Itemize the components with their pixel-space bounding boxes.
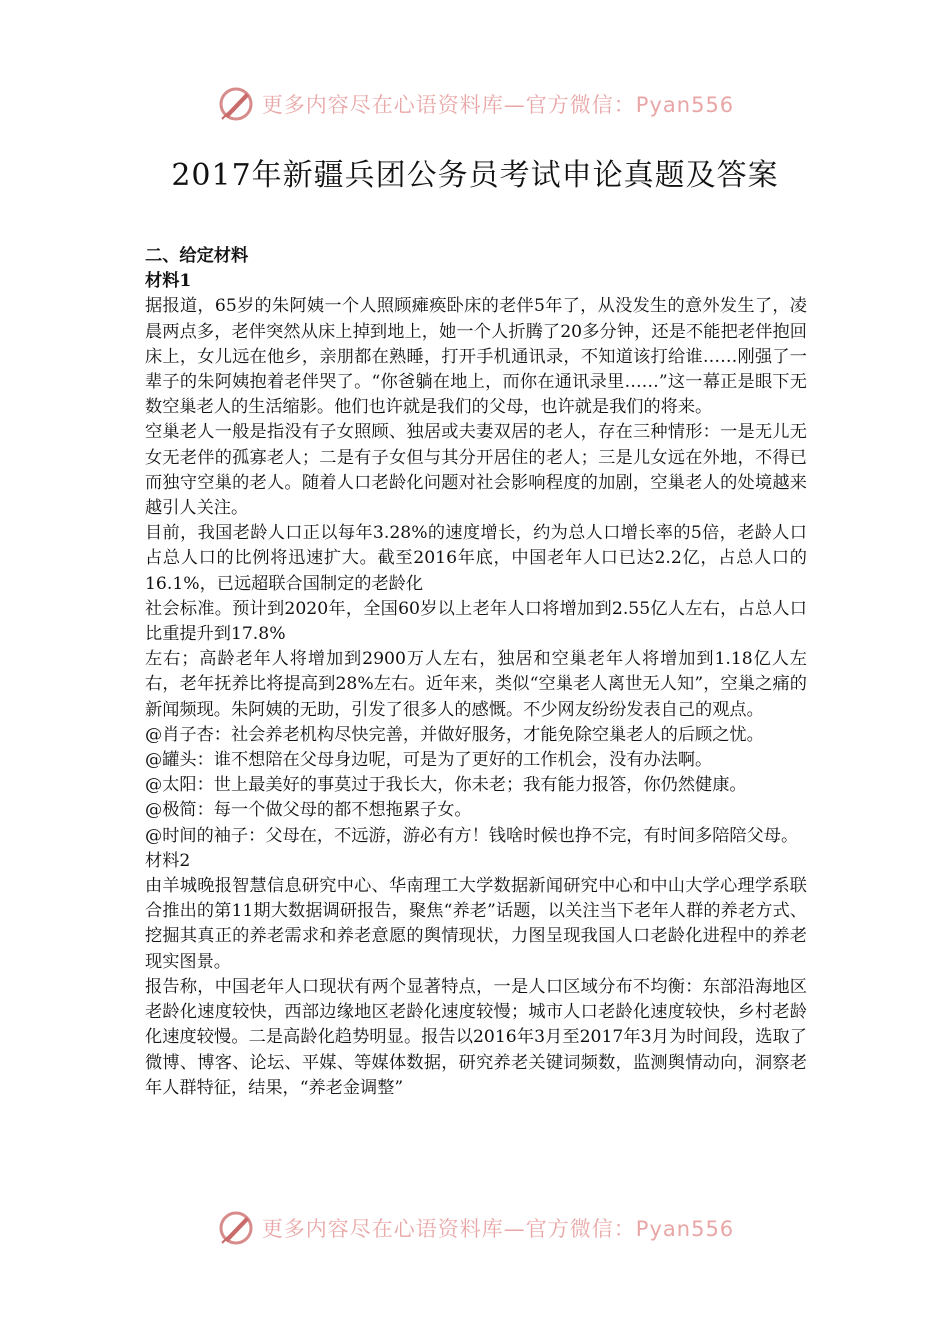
netizen-comment: @极简：每一个做父母的都不想拖累子女。 (145, 800, 472, 821)
netizen-comment: @罐头：谁不想陪在父母身边呢，可是为了更好的工作机会，没有办法啊。 (145, 750, 713, 771)
material-2-paragraph: 由羊城晚报智慧信息研究中心、华南理工大学数据新闻研究中心和中山大学心理学系联合推出的第11期大数据调研报告，聚焦“养老”话题，以关注当下老年人群的养老方式、挖掘其真正的养老需求和养老意愿的舆情现状，力图呈现我国人口老龄化进程中的养老现实图景。 (145, 876, 807, 972)
material-1-paragraph: 据报道，65岁的朱阿姨一个人照顾瘫痪卧床的老伴5年了，从没发生的意外发生了，凌晨两点多，老伴突然从床上掉到地上，她一个人折腾了20多分钟，还是不能把老伴抱回床上，女儿远在他乡，亲朋都在熟睡，打开手机通讯录，不知道该打给谁……刚强了一辈子的朱阿姨抱着老伴哭了。“你爸躺在地上，而你在通讯录里……”这一幕正是眼下无数空巢老人的生活缩影。他们也许就是我们的父母，也许就是我们的将来。 (145, 296, 807, 418)
material-1-paragraph: 空巢老人一般是指没有子女照顾、独居或夫妻双居的老人，存在三种情形：一是无儿无女无老伴的孤寡老人；二是有子女但与其分开居住的老人；三是儿女远在外地，不得已而独守空巢的老人。随着人口老龄化问题对社会影响程度的加剧，空巢老人的处境越来越引人关注。 (145, 422, 807, 519)
quill-logo-icon (216, 1208, 256, 1248)
quill-logo-icon (216, 84, 256, 124)
section-heading: 二、给定材料 (145, 246, 249, 266)
netizen-comment: @太阳：世上最美好的事莫过于我长大，你未老；我有能力报答，你仍然健康。 (145, 775, 747, 796)
material-2-heading: 材料2 (145, 850, 191, 871)
page-title: 2017年新疆兵团公务员考试申论真题及答案 (171, 158, 779, 193)
material-1-paragraph: 目前，我国老龄人口正以每年3.28%的速度增长，约为总人口增长率的5倍，老龄人口占总人口的比例将迅速扩大。截至2016年底，中国老年人口已达2.2亿，占总人口的16.1%，已远超联合国制定的老龄化 (145, 523, 807, 594)
document-body (145, 244, 807, 1101)
watermark-banner-top (0, 82, 950, 126)
material-1-paragraph: 左右；高龄老年人将增加到2900万人左右，独居和空巢老年人将增加到1.18亿人左右，老年抚养比将提高到28%左右。近年来，类似“空巢老人离世无人知”，空巢之痛的新闻频现。朱阿姨的无助，引发了很多人的感慨。不少网友纷纷发表自己的观点。 (145, 649, 807, 720)
material-2-paragraph: 报告称，中国老年人口现状有两个显著特点，一是人口区域分布不均衡：东部沿海地区老龄化速度较快，西部边缘地区老龄化速度较慢；城市人口老龄化速度较快，乡村老龄化速度较慢。二是高龄化趋势明显。报告以2016年3月至2017年3月为时间段，选取了微博、博客、论坛、平媒、等媒体数据，研究养老关键词频数，监测舆情动向，洞察老年人群特征，结果，“养老金调整” (145, 976, 807, 1098)
watermark-text: 更多内容尽在心语资料库—官方微信：Pyan556 (261, 93, 735, 117)
netizen-comment: @肖子杏：社会养老机构尽快完善，并做好服务，才能免除空巢老人的后顾之忧。 (145, 724, 764, 745)
netizen-comment: @时间的袖子：父母在，不远游，游必有方！钱啥时候也挣不完，有时间多陪陪父母。 (145, 825, 799, 846)
watermark-text: 更多内容尽在心语资料库—官方微信：Pyan556 (261, 1217, 735, 1241)
watermark-banner-bottom (0, 1206, 950, 1250)
material-1-heading: 材料1 (145, 271, 192, 292)
material-1-paragraph: 社会标准。预计到2020年，全国60岁以上老年人口将增加到2.55亿人左右，占总人口比重提升到17.8% (145, 598, 807, 645)
